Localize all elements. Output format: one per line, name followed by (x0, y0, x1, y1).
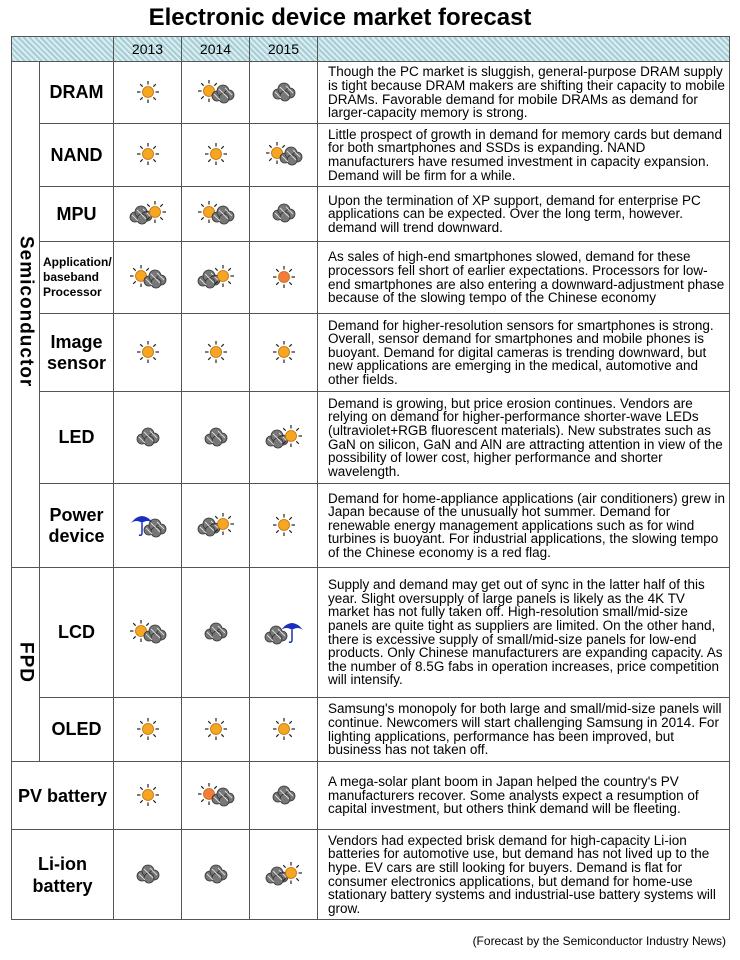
weather-sunny-icon (186, 715, 246, 745)
forecast-icon (250, 62, 318, 124)
weather-sunny-icon (118, 338, 178, 368)
weather-cloudy-sunny-icon (118, 199, 178, 229)
device-nand: NAND (40, 124, 114, 187)
forecast-icon (114, 124, 182, 187)
row-led (12, 392, 730, 484)
forecast-icon (250, 830, 318, 920)
weather-sunny-icon (254, 338, 314, 368)
row-li-ion-battery (12, 830, 730, 920)
year-2013-header: 2013 (114, 37, 182, 62)
weather-cloudy-icon (186, 423, 246, 453)
row-image-sensor (12, 314, 730, 392)
description: Vendors had expected brisk demand for high-capacity Li-ion batteries for automotive use, but demand has not lived up to the hype. EV cars are still looking for buyers. Demand is flat for consumer electronics applications, but demand for home-use stationary battery systems and industrial-use battery systems will grow. (318, 830, 730, 920)
weather-orange-cloudy-icon (186, 781, 246, 811)
category-li-ion-battery: Li-ion battery (12, 830, 114, 920)
year-2014-header: 2014 (182, 37, 250, 62)
weather-cloudy-sunny-icon (254, 860, 314, 890)
weather-cloudy-icon (118, 860, 178, 890)
description: Supply and demand may get out of sync in the latter half of this year. Slight oversupply of large panels is likely as the 4K TV market has not fully taken off. High-resolution small/mid-size panels are quite tight as suppliers are limited. On the other hand, there is excessive supply of small/mid-size panels for low-end products. Only Chinese manufacturers are expanding capacity. As the number of 8.5G fabs in operation increases, price competition will intensify. (318, 568, 730, 698)
row-nand (12, 124, 730, 187)
weather-cloudy-sunny-icon (186, 263, 246, 293)
weather-sunny-icon (254, 715, 314, 745)
description: Samsung's monopoly for both large and small/mid-size panels will continue. Newcomers will start challenging Samsung in 2014. For lighting applications, performance has been improved, but business has not taken off. (318, 698, 730, 762)
weather-sunny-cloudy-icon (118, 618, 178, 648)
weather-cloudy-icon (186, 860, 246, 890)
forecast-icon (114, 392, 182, 484)
device-led: LED (40, 392, 114, 484)
forecast-icon (114, 62, 182, 124)
forecast-icon (182, 392, 250, 484)
forecast-icon (250, 698, 318, 762)
header-blank (12, 37, 114, 62)
weather-sunny-icon (186, 338, 246, 368)
weather-cloudy-umbrella-icon (254, 618, 314, 648)
forecast-icon (250, 124, 318, 187)
forecast-icon (114, 762, 182, 830)
row-mpu (12, 187, 730, 242)
row-lcd (12, 568, 730, 698)
forecast-icon (114, 568, 182, 698)
forecast-icon (182, 62, 250, 124)
forecast-icon (114, 830, 182, 920)
forecast-icon (182, 187, 250, 242)
weather-umbrella-cloudy-icon (118, 511, 178, 541)
header-description (318, 37, 730, 62)
description: Little prospect of growth in demand for memory cards but demand for both smartphones and SSDs is expanding. NAND manufacturers have resumed investment in capacity expansion. Demand will be firm for a while. (318, 124, 730, 187)
forecast-icon (114, 314, 182, 392)
row-dram (12, 62, 730, 124)
forecast-icon (250, 762, 318, 830)
category-fpd: FPD (12, 568, 40, 762)
row-processor (12, 242, 730, 314)
weather-sunny-cloudy-icon (186, 199, 246, 229)
weather-cloudy-sunny-icon (254, 423, 314, 453)
weather-cloudy-icon (118, 423, 178, 453)
device-oled: OLED (40, 698, 114, 762)
forecast-icon (250, 187, 318, 242)
weather-sunny-icon (186, 140, 246, 170)
forecast-icon (182, 242, 250, 314)
weather-sunny-icon (118, 140, 178, 170)
device-dram: DRAM (40, 62, 114, 124)
weather-sunny-cloudy-icon (186, 78, 246, 108)
header-row (12, 37, 730, 62)
forecast-icon (182, 762, 250, 830)
forecast-icon (250, 392, 318, 484)
forecast-table (11, 36, 730, 920)
forecast-icon (250, 484, 318, 568)
description: Demand for higher-resolution sensors for smartphones is strong. Overall, sensor demand for smartphones and mobile phones is buoyant. Demand for digital cameras is trending downward, but new applications are emerging in the medical, automotive and other fields. (318, 314, 730, 392)
weather-sunny-icon (118, 715, 178, 745)
category-semiconductor: Semiconductor (12, 62, 40, 568)
forecast-icon (182, 698, 250, 762)
forecast-icon (250, 568, 318, 698)
device-image-sensor: Image sensor (40, 314, 114, 392)
weather-cloudy-icon (186, 618, 246, 648)
forecast-icon (182, 830, 250, 920)
weather-sunny-orange-icon (254, 263, 314, 293)
device-mpu: MPU (40, 187, 114, 242)
weather-sunny-icon (254, 511, 314, 541)
description: Upon the termination of XP support, demand for enterprise PC applications can be expected. Over the long term, however. demand will trend downward. (318, 187, 730, 242)
weather-sunny-icon (118, 781, 178, 811)
forecast-icon (182, 484, 250, 568)
weather-cloudy-icon (254, 78, 314, 108)
row-pv-battery (12, 762, 730, 830)
description: As sales of high-end smartphones slowed, demand for these processors fell short of earlier expectations. Processors for low-end smartphones are also entering a downward-adjustment phase because of the slowing tempo of the Chinese economy (318, 242, 730, 314)
row-power-device (12, 484, 730, 568)
page-title: Electronic device market forecast (148, 4, 532, 31)
weather-cloudy-icon (254, 199, 314, 229)
description: Demand is growing, but price erosion continues. Vendors are relying on demand for higher-performance shorter-wave LEDs (ultraviolet+RGB fluorescent materials). New substrates such as GaN on silicon, GaN and AlN are attracting attention in view of the possibility of lower cost, higher performance and shorter wavelength. (318, 392, 730, 484)
weather-sunny-cloudy-icon (254, 140, 314, 170)
forecast-icon (114, 484, 182, 568)
category-pv-battery: PV battery (12, 762, 114, 830)
forecast-icon (182, 314, 250, 392)
forecast-icon (182, 568, 250, 698)
description: Demand for home-appliance applications (air conditioners) grew in Japan because of the unusually hot summer. Demand for renewable energy management applications such as for wind turbines is buoyant. For industrial applications, the slowing tempo of the Chinese economy is a red flag. (318, 484, 730, 568)
description: A mega-solar plant boom in Japan helped the country's PV manufacturers recover. Some analysts expect a resumption of capital investment, but others think demand will be fleeting. (318, 762, 730, 830)
forecast-icon (114, 187, 182, 242)
device-lcd: LCD (40, 568, 114, 698)
description: Though the PC market is sluggish, general-purpose DRAM supply is tight because DRAM makers are shifting their capacity to mobile DRAMs. Favorable demand for mobile DRAMs as demand for larger-capacity memory is strong. (318, 62, 730, 124)
footer-note: (Forecast by the Semiconductor Industry News) (472, 934, 726, 948)
forecast-icon (114, 698, 182, 762)
weather-cloudy-icon (254, 781, 314, 811)
year-2015-header: 2015 (250, 37, 318, 62)
weather-sunny-icon (118, 78, 178, 108)
weather-cloudy-sunny-icon (186, 511, 246, 541)
forecast-icon (114, 242, 182, 314)
forecast-icon (250, 314, 318, 392)
forecast-icon (182, 124, 250, 187)
device-processor: Application/ baseband Processor (40, 242, 114, 314)
weather-sunny-cloudy-icon (118, 263, 178, 293)
forecast-icon (250, 242, 318, 314)
device-power-device: Power device (40, 484, 114, 568)
row-oled (12, 698, 730, 762)
